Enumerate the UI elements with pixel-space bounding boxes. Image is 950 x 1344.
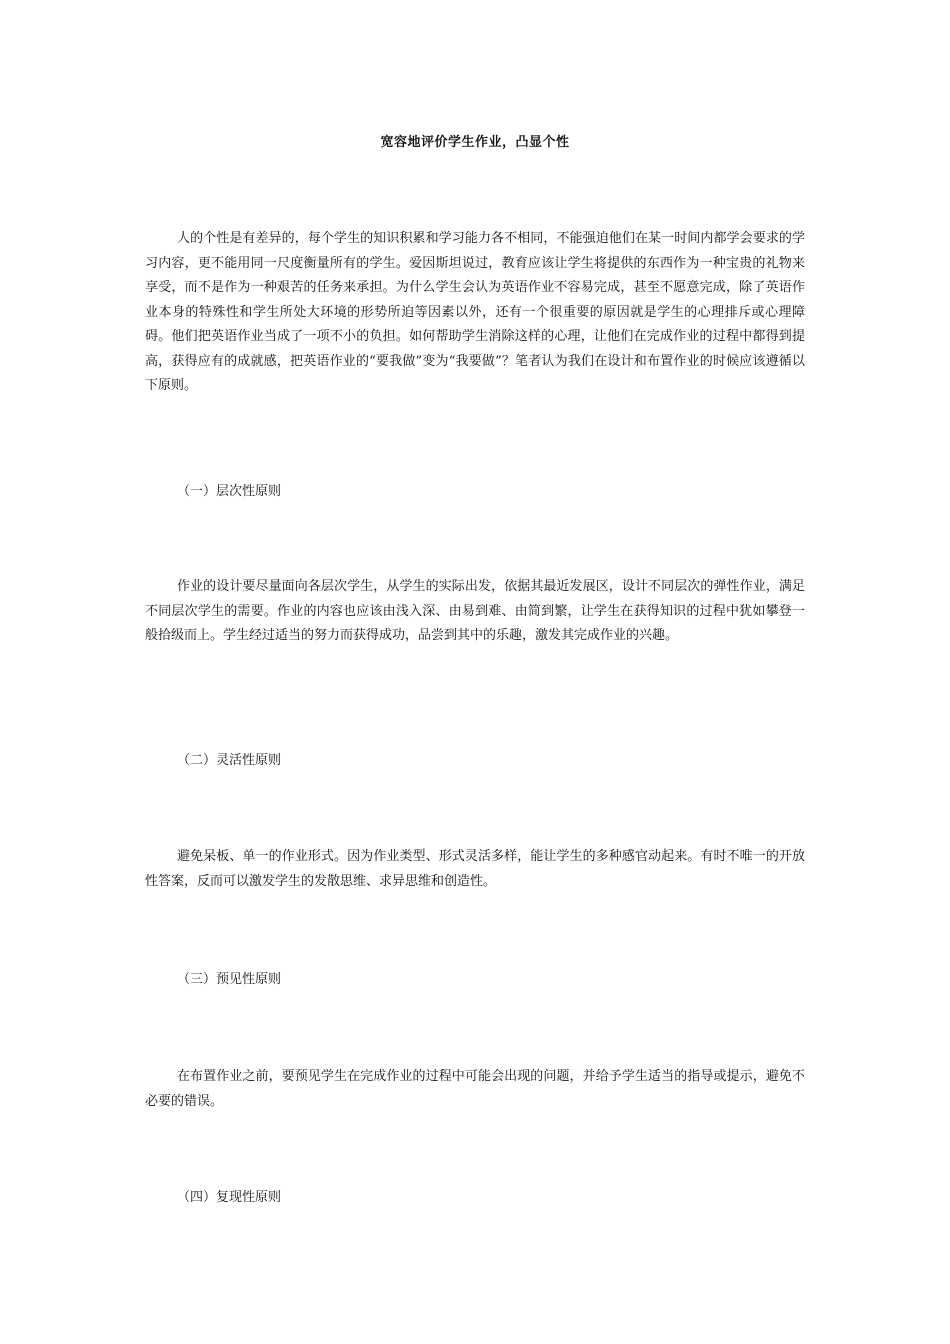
- section-heading-1: （一）层次性原则: [177, 484, 282, 499]
- section-heading-2: （二）灵活性原则: [177, 753, 282, 768]
- section-body-2: 避免呆板、单一的作业形式。因为作业类型、形式灵活多样，能让学生的多种感官动起来。有时不唯一的开放性答案，反而可以激发学生的发散思维、求异思维和创造性。: [145, 849, 805, 889]
- section-heading-3: （三）预见性原则: [177, 972, 282, 987]
- section-heading-4: （四）复现性原则: [177, 1190, 282, 1205]
- section-body-3: 在布置作业之前，要预见学生在完成作业的过程中可能会出现的问题，并给予学生适当的指导或提示，避免不必要的错误。: [145, 1069, 805, 1109]
- section-body-1: 作业的设计要尽量面向各层次学生，从学生的实际出发，依据其最近发展区，设计不同层次的弹性作业，满足不同层次学生的需要。作业的内容也应该由浅入深、由易到难、由简到繁，让学生在获得知识的过程中犹如攀登一般拾级而上。学生经过适当的努力而获得成功，品尝到其中的乐趣，激发其完成作业的兴趣。: [145, 579, 805, 643]
- intro-paragraph: 人的个性是有差异的，每个学生的知识积累和学习能力各不相同，不能强迫他们在某一时间内都学会要求的学习内容，更不能用同一尺度衡量所有的学生。爱因斯坦说过，教育应该让学生将提供的东西作为一种宝贵的礼物来享受，而不是作为一种艰苦的任务来承担。为什么学生会认为英语作业不容易完成，甚至不愿意完成，除了英语作业本身的特殊性和学生所处大环境的形势所迫等因素以外，还有一个很重要的原因就是学生的心理排斥或心理障碍。他们把英语作业当成了一项不小的负担。如何帮助学生消除这样的心理，让他们在完成作业的过程中都得到提高，获得应有的成就感，把英语作业的“要我做”变为“我要做”？笔者认为我们在设计和布置作业的时候应该遵循以下原则。: [145, 231, 805, 393]
- document-title: 宽容地评价学生作业，凸显个性: [380, 135, 570, 150]
